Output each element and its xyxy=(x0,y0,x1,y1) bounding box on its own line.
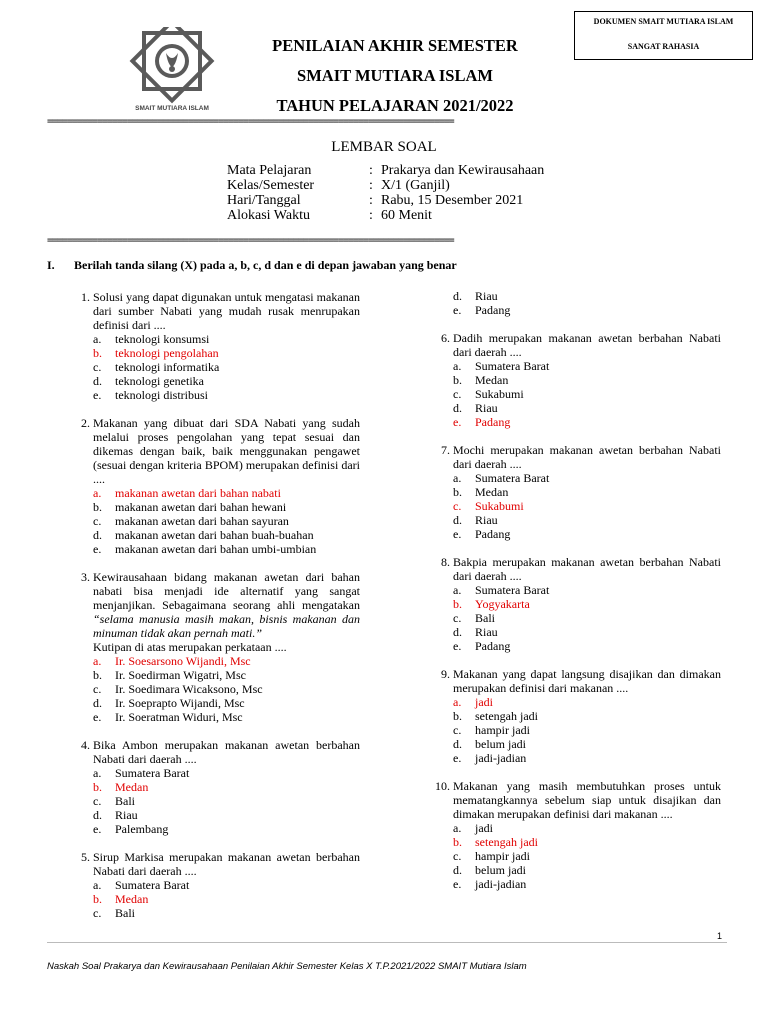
option-text: Sumatera Barat xyxy=(475,359,550,373)
option-text: Riau xyxy=(475,513,498,527)
option-text: makanan awetan dari bahan buah-buahan xyxy=(115,528,314,542)
option-list xyxy=(453,583,721,653)
option-text: setengah jadi xyxy=(475,835,538,849)
option-e-answer xyxy=(453,415,721,429)
option-text: Yogyakarta xyxy=(475,597,530,611)
option-text: hampir jadi xyxy=(475,849,530,863)
option-list xyxy=(453,359,721,429)
option-list xyxy=(93,332,360,402)
option-text: Ir. Soeprapto Wijandi, Msc xyxy=(115,696,245,710)
question-quote: “selama manusia masih makan, bisnis makanan dan minuman tidak akan pernah mati.” xyxy=(93,612,360,640)
option-c xyxy=(453,611,721,625)
option-b xyxy=(453,373,721,387)
logo-caption: SMAIT MUTIARA ISLAM xyxy=(135,105,209,112)
option-letter: b. xyxy=(93,892,102,906)
option-list xyxy=(453,695,721,765)
question-6 xyxy=(430,331,721,429)
option-letter: b. xyxy=(93,500,102,514)
option-c xyxy=(93,906,360,920)
question-8 xyxy=(430,555,721,653)
page-footer: Naskah Soal Prakarya dan Kewirausahaan Penilaian Akhir Semester Kelas X T.P.2021/2022 SMAIT Mutiara Islam xyxy=(47,961,527,972)
option-e xyxy=(453,303,721,317)
info-value: 60 Menit xyxy=(381,208,432,223)
question-number: 2. xyxy=(81,416,90,430)
option-text: Riau xyxy=(475,401,498,415)
option-letter: a. xyxy=(93,654,102,668)
option-letter: e. xyxy=(93,388,102,402)
question-number: 3. xyxy=(81,570,90,584)
option-letter: e. xyxy=(453,639,462,653)
option-text: Ir. Soesarsono Wijandi, Msc xyxy=(115,654,251,668)
option-a xyxy=(453,583,721,597)
option-letter: a. xyxy=(93,332,102,346)
option-letter: a. xyxy=(453,583,462,597)
option-letter: e. xyxy=(453,415,462,429)
option-list xyxy=(93,654,360,724)
option-text: makanan awetan dari bahan sayuran xyxy=(115,514,289,528)
option-c xyxy=(93,514,360,528)
option-letter: d. xyxy=(93,528,102,542)
question-5 xyxy=(70,850,360,920)
option-letter: b. xyxy=(453,373,462,387)
question-7 xyxy=(430,443,721,541)
option-text: makanan awetan dari bahan nabati xyxy=(115,486,281,500)
option-letter: e. xyxy=(453,527,462,541)
question-number: 8. xyxy=(441,555,450,569)
option-text: Medan xyxy=(475,373,509,387)
option-d xyxy=(93,696,360,710)
option-letter: a. xyxy=(93,766,102,780)
option-e xyxy=(453,877,721,891)
option-b xyxy=(453,485,721,499)
option-text: Ir. Soedirman Wigatri, Msc xyxy=(115,668,246,682)
question-stem: Makanan yang masih membutuhkan proses untuk mematangkannya sebelum siap untuk disajikan dan dimakan merupakan definisi dari makanan .... xyxy=(453,779,721,821)
academic-year: TAHUN PELAJARAN 2021/2022 xyxy=(276,96,514,115)
option-text: teknologi genetika xyxy=(115,374,204,388)
question-3 xyxy=(70,570,360,724)
info-value: Prakarya dan Kewirausahaan xyxy=(381,163,545,178)
option-d xyxy=(93,374,360,388)
option-text: Padang xyxy=(475,415,511,429)
option-letter: e. xyxy=(93,542,102,556)
info-key: Hari/Tanggal xyxy=(227,193,301,208)
option-letter: a. xyxy=(93,878,102,892)
info-row-class xyxy=(227,178,544,193)
option-letter: e. xyxy=(453,303,462,317)
option-b xyxy=(453,709,721,723)
info-key: Mata Pelajaran xyxy=(227,163,312,178)
option-text: Bali xyxy=(475,611,495,625)
option-text: Bali xyxy=(115,794,135,808)
option-text: Medan xyxy=(115,892,149,906)
option-letter: d. xyxy=(93,374,102,388)
option-b-answer xyxy=(453,597,721,611)
option-text: Padang xyxy=(475,639,511,653)
question-stem-intro: Kewirausahaan bidang makanan awetan dari bahan nabati bisa menjadi ide alternatif yang sangat menjanjikan. Sebagaimana seorang ahli mengatakan xyxy=(93,570,360,612)
option-list xyxy=(453,471,721,541)
option-d xyxy=(453,513,721,527)
question-stem: Makanan yang dapat langsung disajikan dan dimakan merupakan definisi dari makanan .... xyxy=(453,667,721,695)
info-colon: : xyxy=(369,193,373,208)
question-stem: Bakpia merupakan makanan awetan berbahan Nabati dari daerah .... xyxy=(453,555,721,583)
option-b xyxy=(93,500,360,514)
info-value: Rabu, 15 Desember 2021 xyxy=(381,193,524,208)
option-letter: c. xyxy=(453,611,462,625)
info-colon: : xyxy=(369,163,373,178)
option-letter: a. xyxy=(93,486,102,500)
question-stem: Bika Ambon merupakan makanan awetan berbahan Nabati dari daerah .... xyxy=(93,738,360,766)
option-letter: c. xyxy=(93,794,102,808)
option-text: Medan xyxy=(115,780,149,794)
document-classification-box xyxy=(574,11,753,60)
option-text: Bali xyxy=(115,906,135,920)
option-letter: c. xyxy=(93,906,102,920)
footer-divider xyxy=(47,942,727,943)
question-stem: Sirup Markisa merupakan makanan awetan berbahan Nabati dari daerah .... xyxy=(93,850,360,878)
option-letter: e. xyxy=(453,751,462,765)
question-number: 5. xyxy=(81,850,90,864)
option-e xyxy=(93,710,360,724)
option-c xyxy=(93,360,360,374)
option-letter: d. xyxy=(453,737,462,751)
option-text: teknologi pengolahan xyxy=(115,346,219,360)
option-text: setengah jadi xyxy=(475,709,538,723)
option-text: Medan xyxy=(475,485,509,499)
option-text: Sukabumi xyxy=(475,499,524,513)
question-number: 6. xyxy=(441,331,450,345)
option-list xyxy=(453,821,721,891)
option-list xyxy=(93,486,360,556)
questions-left-column xyxy=(70,290,360,920)
option-letter: d. xyxy=(453,625,462,639)
separator-bottom: ================================================================================= xyxy=(47,236,454,246)
option-b xyxy=(93,668,360,682)
option-letter: c. xyxy=(453,723,462,737)
option-letter: b. xyxy=(453,709,462,723)
option-text: Sumatera Barat xyxy=(475,583,550,597)
option-e xyxy=(93,542,360,556)
question-10 xyxy=(430,779,721,891)
option-b-answer xyxy=(93,780,360,794)
option-a-answer xyxy=(93,654,360,668)
question-number: 1. xyxy=(81,290,90,304)
octagram-star-icon xyxy=(122,27,222,107)
option-c xyxy=(93,682,360,696)
question-stem: Mochi merupakan makanan awetan berbahan Nabati dari daerah .... xyxy=(453,443,721,471)
option-letter: a. xyxy=(453,359,462,373)
exam-title: PENILAIAN AKHIR SEMESTER xyxy=(272,36,518,55)
question-stem: Makanan yang dibuat dari SDA Nabati yang sudah melalui proses pengolahan yang tepat sesuai dan dikemas dengan baik, baik menggunakan pengawet (sesuai dengan kriteria BPOM) merupakan definisi dari .... xyxy=(93,416,360,486)
exam-info-table xyxy=(227,163,544,223)
info-row-subject xyxy=(227,163,544,178)
option-b-answer xyxy=(453,835,721,849)
option-letter: c. xyxy=(453,499,462,513)
option-d xyxy=(93,808,360,822)
separator-top: ================================================================================= xyxy=(47,117,454,127)
option-letter: b. xyxy=(453,485,462,499)
option-d xyxy=(453,401,721,415)
option-letter: d. xyxy=(93,808,102,822)
option-text: Ir. Soedimara Wicaksono, Msc xyxy=(115,682,263,696)
section-heading xyxy=(47,258,457,273)
question-number: 9. xyxy=(441,667,450,681)
option-a xyxy=(93,332,360,346)
option-letter: c. xyxy=(93,360,102,374)
option-d xyxy=(453,737,721,751)
option-letter: e. xyxy=(93,710,102,724)
option-b-answer xyxy=(93,892,360,906)
option-d xyxy=(453,863,721,877)
option-b-answer xyxy=(93,346,360,360)
info-row-date xyxy=(227,193,544,208)
option-letter: d. xyxy=(453,863,462,877)
option-text: Sukabumi xyxy=(475,387,524,401)
section-number: I. xyxy=(47,258,55,272)
option-text: Sumatera Barat xyxy=(115,766,190,780)
option-list xyxy=(93,878,360,920)
info-row-time xyxy=(227,208,544,223)
page-number: 1 xyxy=(716,931,722,941)
option-letter: b. xyxy=(93,346,102,360)
question-stem: Dadih merupakan makanan awetan berbahan Nabati dari daerah .... xyxy=(453,331,721,359)
question-9 xyxy=(430,667,721,765)
option-c xyxy=(453,849,721,863)
option-text: belum jadi xyxy=(475,737,526,751)
option-letter: d. xyxy=(453,401,462,415)
question-1 xyxy=(70,290,360,402)
option-a-answer xyxy=(453,695,721,709)
option-text: Riau xyxy=(115,808,138,822)
option-text: Sumatera Barat xyxy=(475,471,550,485)
option-text: jadi-jadian xyxy=(475,877,527,891)
option-a xyxy=(93,878,360,892)
option-e xyxy=(453,751,721,765)
option-text: Sumatera Barat xyxy=(115,878,190,892)
option-d xyxy=(453,289,721,303)
option-text: teknologi konsumsi xyxy=(115,332,210,346)
option-text: jadi xyxy=(475,821,493,835)
option-text: hampir jadi xyxy=(475,723,530,737)
option-letter: d. xyxy=(93,696,102,710)
option-text: makanan awetan dari bahan hewani xyxy=(115,500,287,514)
option-letter: c. xyxy=(453,387,462,401)
option-letter: e. xyxy=(93,822,102,836)
option-letter: a. xyxy=(453,821,462,835)
option-letter: a. xyxy=(453,695,462,709)
option-letter: b. xyxy=(93,780,102,794)
question-4 xyxy=(70,738,360,836)
option-c xyxy=(453,387,721,401)
question-number: 7. xyxy=(441,443,450,457)
option-d xyxy=(453,625,721,639)
option-c-answer xyxy=(453,499,721,513)
option-e xyxy=(453,639,721,653)
option-text: Padang xyxy=(475,527,511,541)
option-text: teknologi distribusi xyxy=(115,388,208,402)
option-c xyxy=(93,794,360,808)
option-a xyxy=(453,471,721,485)
option-text: makanan awetan dari bahan umbi-umbian xyxy=(115,542,317,556)
info-value: X/1 (Ganjil) xyxy=(381,178,450,193)
option-text: Palembang xyxy=(115,822,169,836)
option-letter: e. xyxy=(453,877,462,891)
question-number: 4. xyxy=(81,738,90,752)
sheet-title: LEMBAR SOAL xyxy=(331,139,437,155)
questions-right-column xyxy=(430,289,721,891)
question-stem xyxy=(93,570,360,640)
option-a xyxy=(93,766,360,780)
option-letter: d. xyxy=(453,513,462,527)
option-letter: c. xyxy=(453,849,462,863)
option-d xyxy=(93,528,360,542)
school-name: SMAIT MUTIARA ISLAM xyxy=(297,66,493,85)
info-key: Kelas/Semester xyxy=(227,178,315,193)
question-number: 10. xyxy=(435,779,450,793)
option-letter: c. xyxy=(93,682,102,696)
option-text: jadi-jadian xyxy=(475,751,527,765)
option-letter: c. xyxy=(93,514,102,528)
option-text: Riau xyxy=(475,289,498,303)
info-colon: : xyxy=(369,178,373,193)
info-colon: : xyxy=(369,208,373,223)
option-text: jadi xyxy=(475,695,493,709)
document-owner-label: DOKUMEN SMAIT MUTIARA ISLAM xyxy=(593,17,734,26)
question-5-continued xyxy=(430,289,721,317)
option-letter: b. xyxy=(453,597,462,611)
info-key: Alokasi Waktu xyxy=(227,208,310,223)
option-a-answer xyxy=(93,486,360,500)
option-e xyxy=(93,388,360,402)
option-letter: d. xyxy=(453,289,462,303)
section-instruction: Berilah tanda silang (X) pada a, b, c, d dan e di depan jawaban yang benar xyxy=(74,258,457,272)
school-logo xyxy=(122,27,222,117)
question-stem-prompt: Kutipan di atas merupakan perkataan .... xyxy=(93,640,287,654)
option-e xyxy=(93,822,360,836)
option-e xyxy=(453,527,721,541)
option-letter: b. xyxy=(453,835,462,849)
option-text: Riau xyxy=(475,625,498,639)
confidentiality-label: SANGAT RAHASIA xyxy=(627,42,700,51)
option-text: Ir. Soeratman Widuri, Msc xyxy=(115,710,243,724)
option-text: teknologi informatika xyxy=(115,360,220,374)
option-c xyxy=(453,723,721,737)
question-stem: Solusi yang dapat digunakan untuk mengatasi makanan dari sumber Nabati yang mudah rusak menrupakan definisi dari .... xyxy=(93,290,360,332)
option-text: Padang xyxy=(475,303,511,317)
question-2 xyxy=(70,416,360,556)
option-a xyxy=(453,821,721,835)
option-a xyxy=(453,359,721,373)
option-list xyxy=(93,766,360,836)
option-text: belum jadi xyxy=(475,863,526,877)
option-letter: a. xyxy=(453,471,462,485)
option-letter: b. xyxy=(93,668,102,682)
